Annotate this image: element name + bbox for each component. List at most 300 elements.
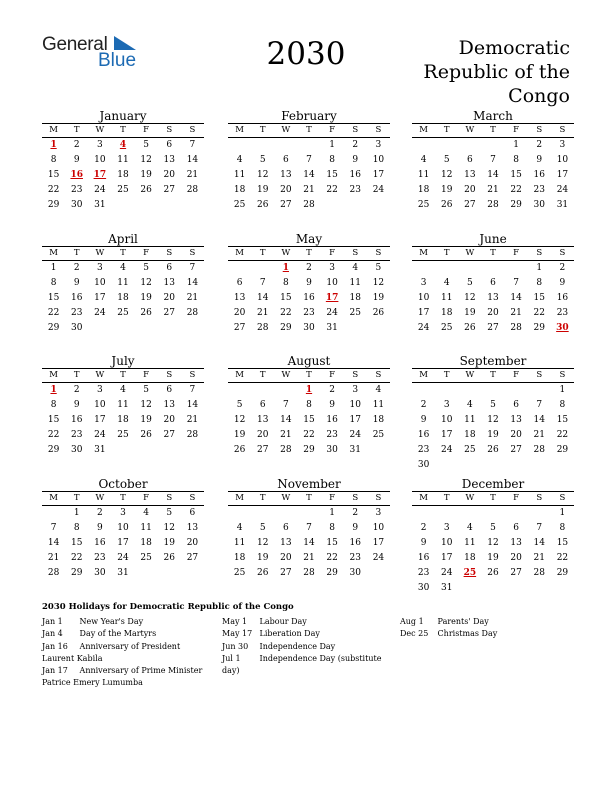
day-cell: 20 [163,293,175,303]
weekday-label: M [235,248,244,258]
day-cell: 23 [94,553,106,563]
day-cell: 12 [487,538,499,548]
holiday-name: Independence Day [257,641,336,651]
holidays-list [42,602,570,688]
day-cell: 11 [233,170,246,180]
weekday-label: S [536,125,543,135]
weekday-header [42,123,204,138]
weekday-label: T [443,248,450,258]
logo-flag-icon [114,36,136,52]
day-cell: 16 [70,415,83,425]
day-cell: 27 [510,445,522,455]
day-cell: 21 [47,553,60,563]
day-cell: 24 [556,185,569,195]
holiday-name: New Year's Day [77,617,144,626]
day-cell: 21 [256,308,269,318]
day-cell: 2 [329,385,335,395]
day-cell: 16 [349,538,361,548]
month-name: April [108,232,138,246]
day-cell: 11 [440,293,453,303]
day-cell: 6 [166,140,173,150]
country-name: Democratic Republic of the Congo [423,37,570,107]
day-cell: 17 [94,293,106,303]
day-grid [228,383,390,458]
day-cell: 18 [233,553,246,563]
day-cell: 29 [533,323,545,333]
holiday-day: 17 [93,170,107,180]
day-cell: 15 [533,293,545,303]
day-cell: 26 [487,568,499,578]
day-cell: 9 [73,400,80,410]
day-cell: 20 [464,185,476,195]
weekday-header [228,491,390,506]
weekday-label: T [306,370,312,380]
weekday-label: S [375,125,382,135]
day-cell: 2 [536,140,543,150]
day-cell: 30 [70,323,83,333]
day-cell: 1 [536,263,543,273]
day-cell: 28 [510,323,522,333]
holiday-column [400,616,570,641]
day-cell: 7 [189,140,196,150]
day-cell: 25 [464,445,476,455]
day-cell: 28 [533,445,545,455]
holiday-date: Jan 4 [42,629,63,639]
day-cell: 13 [233,293,246,303]
day-cell: 21 [303,185,315,195]
day-cell: 20 [487,308,499,318]
day-cell: 20 [186,538,199,548]
day-cell: 19 [140,293,152,303]
empty-day [505,506,528,521]
day-cell: 21 [510,308,522,318]
day-cell: 30 [70,445,83,455]
day-cell: 22 [47,308,60,318]
day-cell: 25 [117,308,129,318]
month-name: June [479,232,507,246]
empty-day [481,383,504,398]
day-cell: 4 [120,263,126,273]
day-cell: 24 [349,430,361,440]
empty-day [251,383,274,398]
month-july [42,354,204,458]
holiday-name: Independence Day (substitute day) [222,653,382,676]
day-cell: 7 [259,278,266,288]
weekday-label: S [189,370,196,380]
day-cell: 3 [120,508,126,518]
day-cell: 19 [140,170,152,180]
day-cell: 4 [120,385,126,395]
day-cell: 12 [233,415,246,425]
day-cell: 11 [349,278,361,288]
day-cell: 13 [256,415,269,425]
day-cell: 3 [375,508,382,518]
day-grid [228,138,390,213]
day-cell: 7 [306,155,312,165]
month-name: September [459,354,527,368]
day-cell: 16 [556,293,569,303]
day-cell: 19 [233,430,246,440]
month-name: November [277,477,341,491]
day-cell: 27 [280,200,292,210]
day-cell: 2 [420,523,427,533]
weekday-label: S [559,493,566,503]
day-cell: 9 [329,400,335,410]
weekday-label: F [329,248,336,258]
day-cell: 26 [140,308,152,318]
day-cell: 3 [96,140,103,150]
empty-day [458,383,481,398]
weekday-label: F [513,248,520,258]
month-name: March [473,109,513,123]
weekday-label: T [259,125,266,135]
day-cell: 1 [559,508,566,518]
day-cell: 22 [556,553,569,563]
day-cell: 8 [559,400,566,410]
day-cell: 11 [117,278,129,288]
month-name: August [287,354,331,368]
day-cell: 13 [510,538,522,548]
empty-day [412,506,435,521]
day-cell: 17 [94,415,106,425]
holiday-day: 1 [305,385,313,395]
day-cell: 30 [326,445,338,455]
day-cell: 4 [143,508,149,518]
day-cell: 11 [464,415,476,425]
weekday-label: S [166,125,173,135]
empty-day [228,506,251,521]
day-cell: 17 [440,553,453,563]
day-cell: 4 [466,400,473,410]
day-cell: 10 [372,523,385,533]
weekday-label: T [490,125,496,135]
day-cell: 5 [259,523,266,533]
day-cell: 26 [464,323,476,333]
day-cell: 28 [256,323,269,333]
day-cell: 20 [256,430,269,440]
day-cell: 23 [556,308,569,318]
day-cell: 29 [70,568,83,578]
day-cell: 30 [417,583,430,593]
weekday-label: W [95,125,105,135]
weekday-label: F [143,370,150,380]
weekday-label: W [281,248,291,258]
weekday-header [412,123,574,138]
empty-day [412,383,435,398]
empty-day [412,261,435,276]
day-cell: 7 [189,263,196,273]
day-cell: 4 [352,263,359,273]
day-cell: 15 [556,538,569,548]
holiday-name: Liberation Day [257,629,320,639]
day-cell: 24 [94,308,106,318]
day-cell: 25 [417,200,430,210]
weekday-label: F [513,370,520,380]
day-cell: 16 [349,170,361,180]
day-cell: 5 [259,155,266,165]
day-cell: 22 [280,308,292,318]
day-cell: 14 [510,293,522,303]
day-cell: 9 [420,415,427,425]
day-cell: 22 [47,430,60,440]
weekday-label: T [120,125,126,135]
empty-day [228,261,251,276]
day-cell: 14 [256,293,269,303]
weekday-label: W [95,493,105,503]
day-cell: 20 [163,415,175,425]
empty-day [481,261,504,276]
day-cell: 29 [303,445,315,455]
holiday-column [222,616,390,677]
day-cell: 12 [140,400,152,410]
day-cell: 30 [303,323,315,333]
day-cell: 9 [559,278,566,288]
holiday-item [42,665,210,690]
weekday-label: S [375,370,382,380]
day-cell: 8 [73,523,80,533]
holiday-name: Anniversary of Prime Minister Patrice Emery Lumumba [42,666,203,688]
day-cell: 6 [466,155,473,165]
weekday-label: W [281,125,291,135]
day-cell: 20 [280,553,292,563]
month-december [412,477,574,596]
day-cell: 10 [556,155,569,165]
day-cell: 19 [256,553,269,563]
holiday-name: Parents' Day [435,617,489,626]
day-cell: 18 [440,308,453,318]
empty-day [251,506,274,521]
day-cell: 14 [280,415,292,425]
day-cell: 15 [326,538,338,548]
day-cell: 19 [140,415,152,425]
weekday-label: F [143,125,150,135]
weekday-label: S [189,125,196,135]
day-cell: 13 [464,170,476,180]
day-cell: 18 [349,293,361,303]
day-cell: 7 [536,400,543,410]
day-cell: 14 [186,400,199,410]
day-cell: 5 [143,385,149,395]
day-cell: 26 [140,185,152,195]
day-cell: 29 [556,445,569,455]
empty-day [505,383,528,398]
weekday-label: T [73,493,80,503]
day-cell: 18 [140,538,152,548]
day-cell: 17 [372,170,385,180]
day-cell: 7 [50,523,57,533]
day-cell: 6 [282,523,289,533]
day-cell: 31 [94,445,106,455]
weekday-label: T [443,125,450,135]
day-cell: 6 [236,278,243,288]
day-cell: 19 [464,308,476,318]
day-cell: 8 [329,155,335,165]
day-cell: 20 [510,553,522,563]
day-cell: 29 [510,200,522,210]
day-cell: 31 [326,323,338,333]
day-cell: 27 [163,185,175,195]
weekday-label: T [259,248,266,258]
empty-day [528,506,551,521]
day-cell: 26 [487,445,499,455]
day-cell: 16 [533,170,545,180]
weekday-label: W [465,370,475,380]
weekday-label: T [120,493,126,503]
holiday-day: 17 [325,293,339,303]
weekday-header [412,491,574,506]
day-cell: 18 [117,170,129,180]
month-february [228,109,390,213]
weekday-label: S [166,493,173,503]
holiday-item [400,616,570,628]
day-cell: 23 [417,568,430,578]
holiday-day: 1 [282,263,289,273]
weekday-header [42,368,204,383]
weekday-label: M [419,370,428,380]
empty-day [228,138,251,153]
holiday-date: Jan 17 [42,666,68,676]
day-cell: 26 [140,430,152,440]
day-cell: 14 [186,278,199,288]
holiday-item [222,628,390,640]
weekday-label: T [306,125,312,135]
day-cell: 9 [73,155,80,165]
weekday-label: T [73,370,80,380]
weekday-header [42,491,204,506]
day-cell: 27 [510,568,522,578]
month-june [412,232,574,336]
weekday-label: S [536,370,543,380]
weekday-label: S [559,370,566,380]
day-cell: 14 [186,155,199,165]
holiday-item [222,653,390,678]
weekday-label: W [95,248,105,258]
weekday-label: M [49,370,58,380]
weekday-label: M [235,370,244,380]
weekday-label: T [306,248,312,258]
day-cell: 28 [186,308,199,318]
empty-day [435,383,458,398]
day-cell: 11 [117,400,129,410]
month-name: May [295,232,323,246]
weekday-label: S [352,493,359,503]
weekday-label: M [49,125,58,135]
weekday-label: S [166,248,173,258]
day-cell: 18 [417,185,430,195]
day-cell: 9 [352,523,359,533]
holiday-date: May 1 [222,617,248,626]
weekday-header [228,123,390,138]
weekday-label: S [375,493,382,503]
day-cell: 12 [256,538,269,548]
day-cell: 27 [233,323,246,333]
day-cell: 15 [556,415,569,425]
empty-day [274,138,297,153]
month-may [228,232,390,336]
day-cell: 26 [256,568,269,578]
weekday-label: T [73,248,80,258]
holiday-name: Christmas Day [435,629,498,639]
day-cell: 21 [533,430,545,440]
day-cell: 22 [326,185,338,195]
day-cell: 23 [70,185,83,195]
day-cell: 18 [117,293,129,303]
day-cell: 17 [349,415,361,425]
day-cell: 3 [443,523,450,533]
day-cell: 23 [417,445,430,455]
day-cell: 21 [487,185,499,195]
day-cell: 27 [464,200,476,210]
weekday-label: M [419,248,428,258]
day-cell: 7 [513,278,519,288]
day-cell: 18 [233,185,246,195]
empty-day [251,261,274,276]
day-cell: 27 [256,445,269,455]
day-grid [228,261,390,336]
day-cell: 1 [559,385,566,395]
day-cell: 8 [559,523,566,533]
day-cell: 21 [533,553,545,563]
day-cell: 24 [372,553,385,563]
day-cell: 2 [73,263,80,273]
empty-day [435,506,458,521]
weekday-label: M [235,493,244,503]
day-cell: 28 [303,200,315,210]
day-cell: 28 [303,568,315,578]
day-cell: 8 [329,523,335,533]
day-cell: 10 [94,278,106,288]
weekday-label: T [120,370,126,380]
day-cell: 31 [94,200,106,210]
day-cell: 18 [117,415,129,425]
day-cell: 22 [326,553,338,563]
day-cell: 21 [186,415,199,425]
day-grid [228,506,390,581]
day-cell: 25 [233,200,246,210]
weekday-label: S [166,370,173,380]
day-cell: 21 [186,170,199,180]
weekday-header [228,246,390,261]
day-cell: 14 [533,538,545,548]
day-cell: 25 [140,553,152,563]
day-cell: 13 [163,155,175,165]
holiday-day: 4 [119,140,127,150]
weekday-label: W [465,248,475,258]
day-cell: 27 [280,568,292,578]
day-cell: 15 [47,170,60,180]
weekday-header [228,368,390,383]
day-cell: 17 [417,308,430,318]
day-cell: 26 [372,308,385,318]
day-cell: 3 [443,400,450,410]
day-cell: 9 [96,523,103,533]
day-cell: 15 [326,170,338,180]
day-cell: 2 [420,400,427,410]
day-cell: 22 [510,185,522,195]
day-cell: 27 [186,553,199,563]
day-cell: 4 [236,523,243,533]
day-cell: 2 [96,508,103,518]
day-cell: 26 [256,200,269,210]
month-march [412,109,574,213]
day-cell: 11 [417,170,430,180]
day-cell: 7 [306,523,312,533]
weekday-label: T [490,248,496,258]
day-cell: 27 [487,323,499,333]
day-cell: 29 [280,323,292,333]
day-cell: 3 [352,385,359,395]
empty-day [505,261,528,276]
